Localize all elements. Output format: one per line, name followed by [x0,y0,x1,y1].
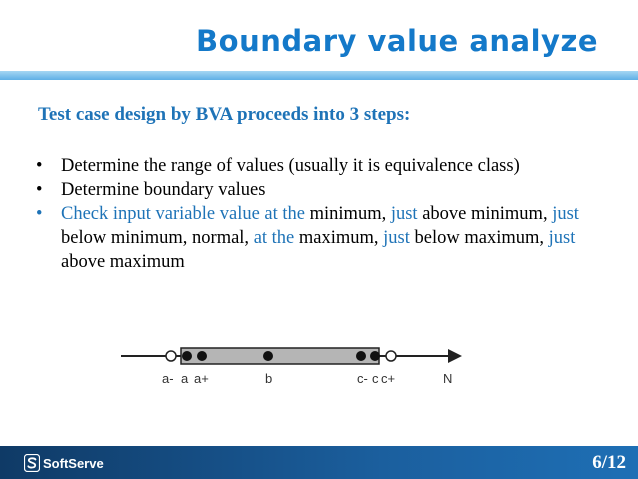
bullet-item [36,154,611,178]
label-axis-n: N [443,371,453,386]
logo-text: SoftServe [43,455,104,471]
point-b [263,351,273,361]
bullet-list [36,154,611,274]
bullet-text-part: just [378,228,410,248]
label-a-plus: a+ [194,371,209,386]
label-b: b [265,371,273,386]
footer-bar [0,446,638,479]
bullet-text: Determine the range of values (usually it is equivalence class) [61,156,520,176]
slide-title: Boundary value analyze [196,24,598,58]
label-c: c [372,371,379,386]
bullet-text-part: above maximum [61,252,185,272]
bullet-item [36,202,611,274]
bullet-text-part: below maximum, [409,228,545,248]
bullet-text-part: below minimum, normal, [61,228,250,248]
lead-text: Test case design by BVA proceeds into 3 steps: [38,104,411,125]
label-a: a [181,371,189,386]
point-a-minus [166,351,176,361]
bullet-marker: • [36,156,43,176]
bullet-text-part: just [386,204,418,224]
page-number: 6/12 [592,452,626,473]
bullet-text-part: just [547,204,579,224]
bullet-text-part: minimum, [305,204,387,224]
label-a-minus: a- [162,371,174,386]
bullet-marker: • [36,180,43,200]
boundary-diagram [118,340,468,392]
title-underline [0,71,638,80]
point-c [370,351,380,361]
bullet-text: Determine boundary values [61,180,266,200]
label-c-minus: c- [357,371,368,386]
point-a [182,351,192,361]
point-c-minus [356,351,366,361]
valid-range-box [181,348,379,364]
bullet-marker: • [36,204,43,224]
bullet-item [36,178,611,202]
label-c-plus: c+ [381,371,396,386]
point-c-plus [386,351,396,361]
bullet-text-part: above minimum, [417,204,548,224]
point-a-plus [197,351,207,361]
bullet-text-part: maximum, [294,228,379,248]
softserve-s-icon [24,454,40,472]
bullet-text-part: Check input variable value at the [61,204,306,224]
bullet-text-part: just [544,228,576,248]
axis-arrowhead [448,349,462,363]
softserve-logo [24,453,104,473]
bullet-text-part: at the [249,228,295,248]
